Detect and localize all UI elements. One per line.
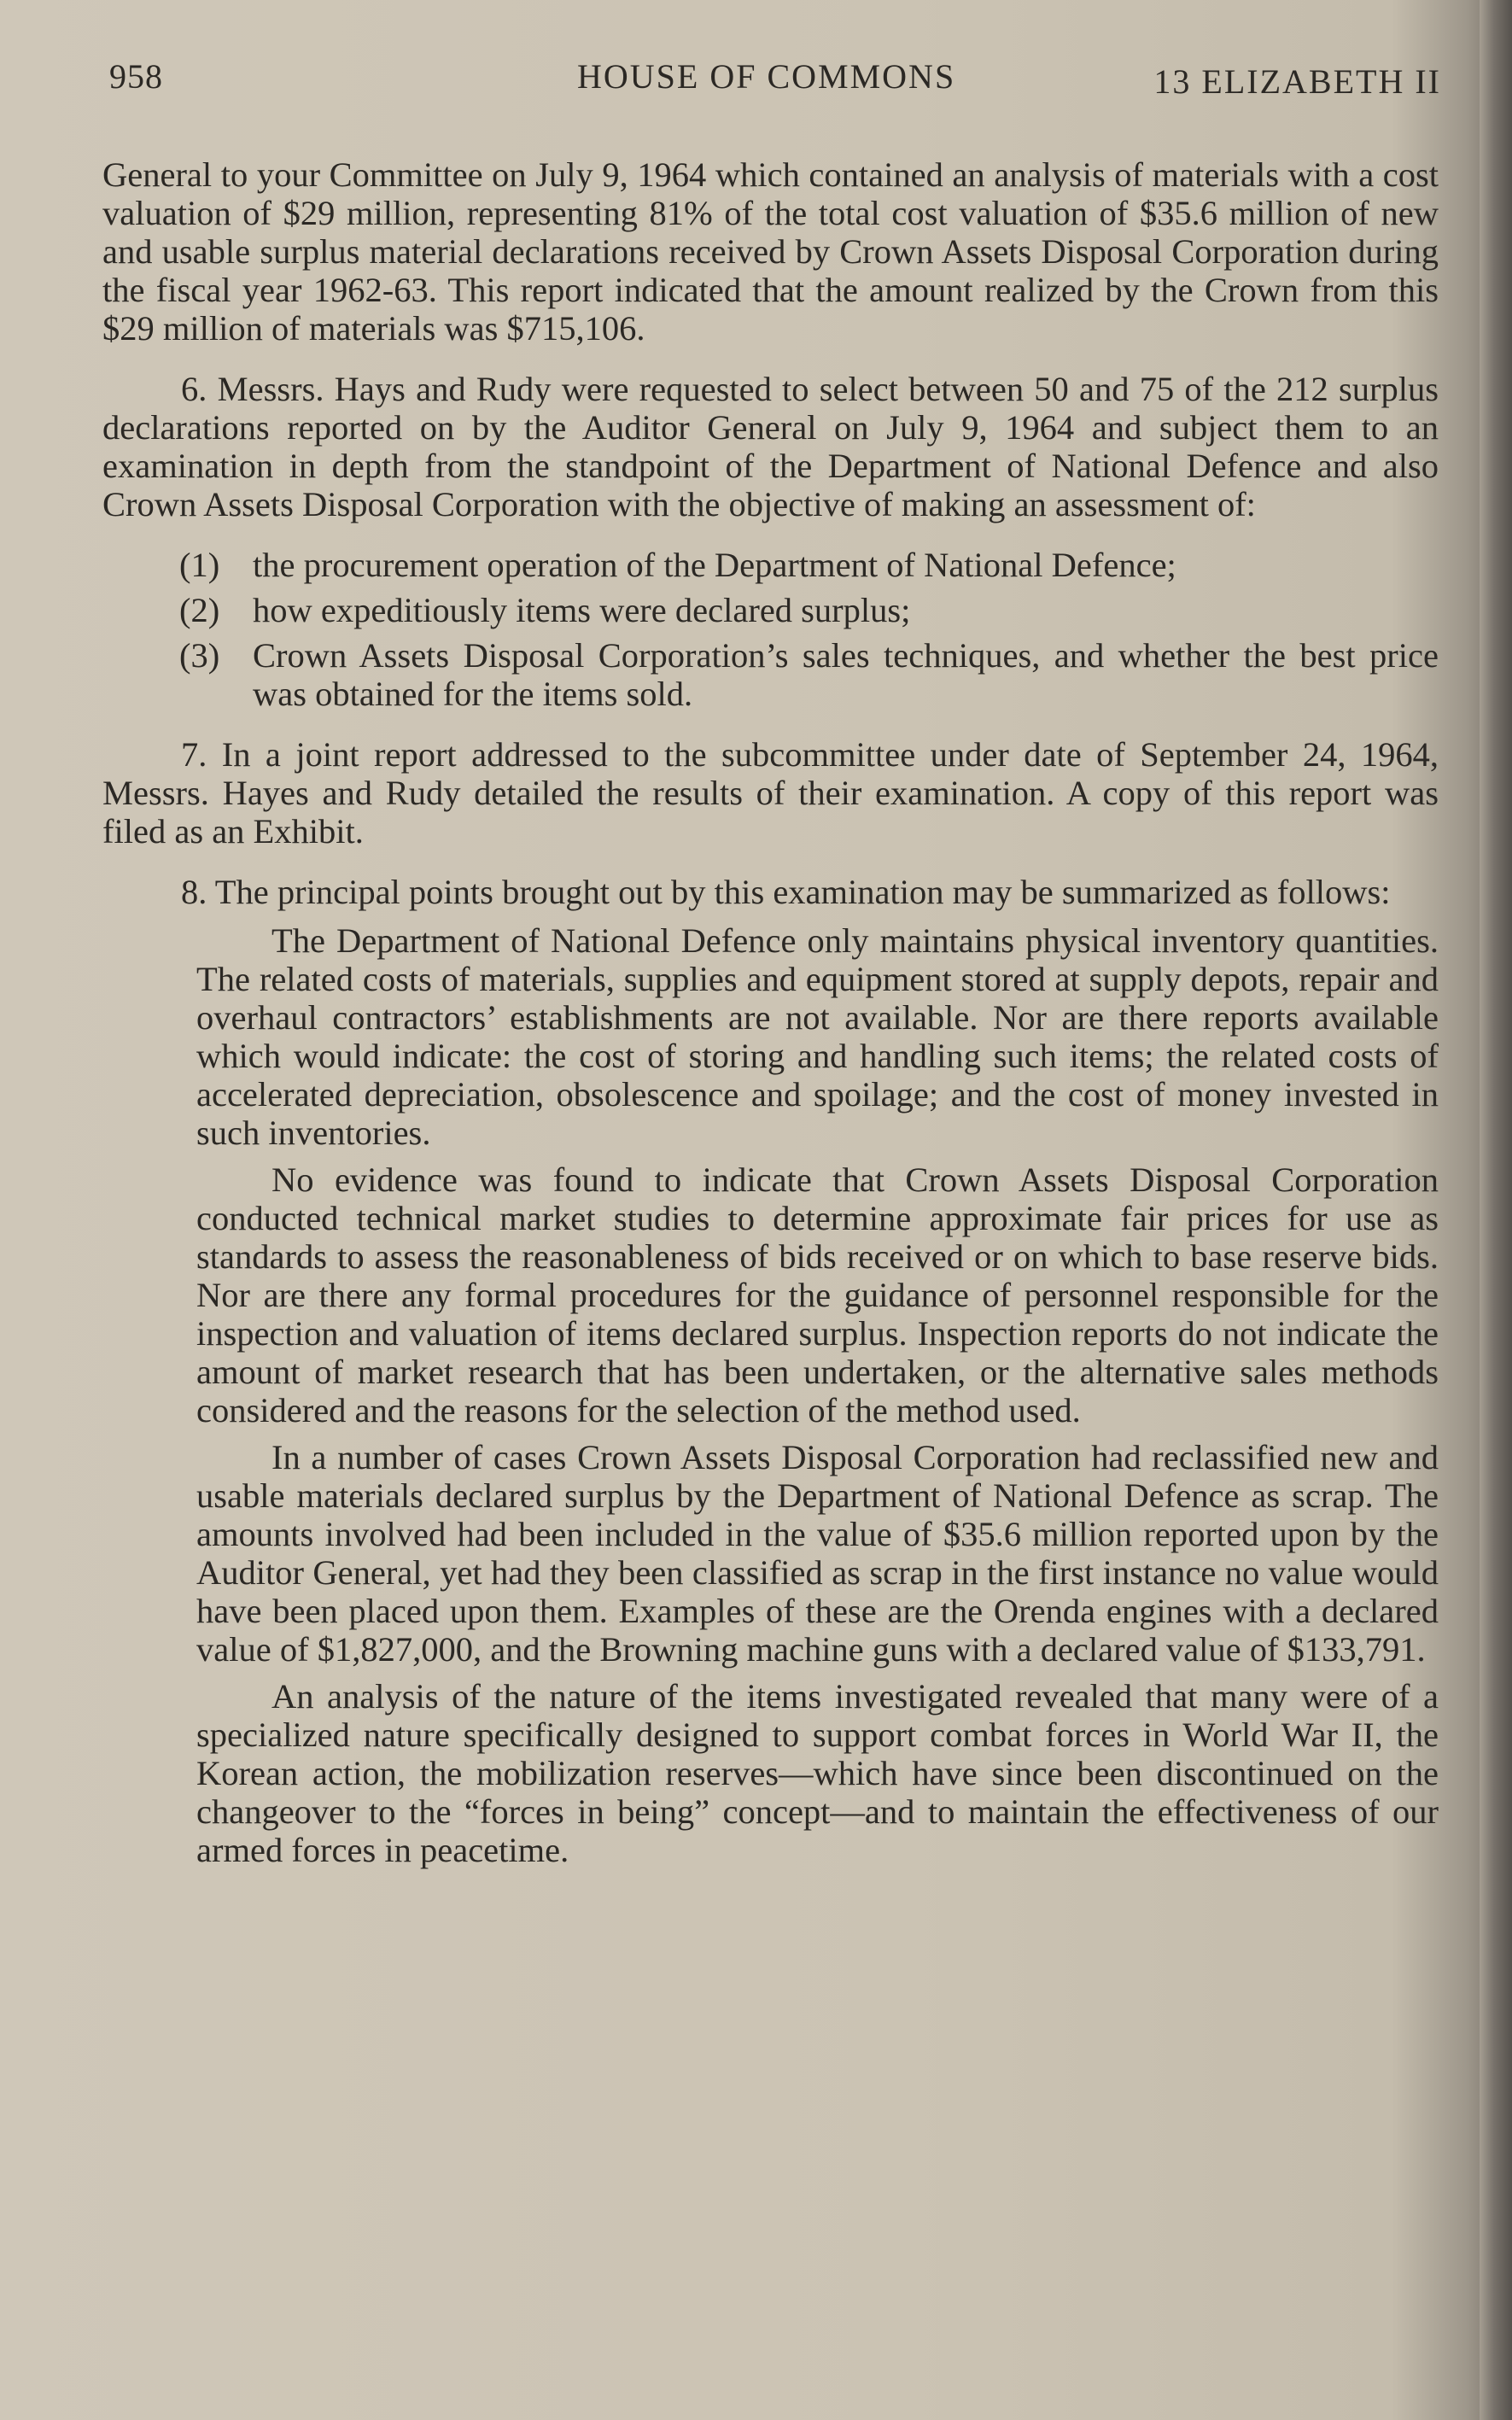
list-item-text: the procurement operation of the Department of National Defence; <box>253 546 1176 584</box>
assessment-list <box>102 546 1439 713</box>
list-item-text: Crown Assets Disposal Corporation’s sales techniques, and whether the best price was obtained for the items sold. <box>253 636 1439 713</box>
running-head <box>109 56 1441 108</box>
list-item-text: how expeditiously items were declared surplus; <box>253 591 911 629</box>
finding-paragraph: No evidence was found to indicate that Crown Assets Disposal Corporation conducted technical market studies to determine approximate fair prices for use as standards to assess the reasonableness of bids received or on which to base reserve bids. Nor are there any formal procedures for the guidance of personnel responsible for the inspection and valuation of items declared surplus. Inspection reports do not indicate the amount of market research that has been undertaken, or the alternative sales methods considered and the reasons for the selection of the method used. <box>196 1160 1439 1429</box>
list-item-number: (2) <box>179 591 220 629</box>
running-date: 13 ELIZABETH II <box>1153 62 1441 101</box>
list-item <box>102 636 1439 713</box>
list-item <box>102 546 1439 584</box>
list-item-number: (1) <box>179 546 220 584</box>
running-title: HOUSE OF COMMONS <box>577 57 956 96</box>
finding-paragraph: An analysis of the nature of the items investigated revealed that many were of a specialized nature specifically designed to support combat forces in World War II, the Korean action, the mobilization reserves—which have since been discontinued on the changeover to the “forces in being” concept—and to maintain the effectiveness of our armed forces in peacetime. <box>196 1677 1439 1869</box>
paragraph-8: 8. The principal points brought out by this examination may be summarized as follows: <box>181 873 1391 911</box>
paragraph-7: 7. In a joint report addressed to the subcommittee under date of September 24, 1964, Messrs. Hayes and Rudy detailed the results of their examination. A copy of this report was filed as an Exhibit. <box>102 735 1439 851</box>
paragraph-6: 6. Messrs. Hays and Rudy were requested to select between 50 and 75 of the 212 surplus declarations reported on by the Auditor General on July 9, 1964 and subject them to an examination in depth from the standpoint of the Department of National Defence and also Crown Assets Disposal Corporation with the objective of making an assessment of: <box>102 370 1439 523</box>
finding-paragraph: The Department of National Defence only maintains physical inventory quantities. The related costs of materials, supplies and equipment stored at supply depots, repair and overhaul contractors’ establishments are not available. Nor are there reports available which would indicate: the cost of storing and handling such items; the related costs of accelerated depreciation, obsolescence and spoilage; and the cost of money invested in such inventories. <box>196 921 1439 1152</box>
body-text <box>102 155 1439 1878</box>
list-item-number: (3) <box>179 636 220 675</box>
binding-shadow <box>1480 0 1512 2420</box>
list-item <box>102 591 1439 629</box>
page-number: 958 <box>109 57 163 96</box>
paragraph-continued: General to your Committee on July 9, 1964 which contained an analysis of materials with a cost valuation of $29 million, representing 81% of the total cost valuation of $35.6 million of new and usable surplus material declarations received by Crown Assets Disposal Corporation during the fiscal year 1962-63. This report indicated that the amount realized by the Crown from this $29 million of materials was $715,106. <box>102 155 1439 348</box>
findings-block <box>196 921 1439 1869</box>
finding-paragraph: In a number of cases Crown Assets Disposal Corporation had reclassified new and usable materials declared surplus by the Department of National Defence as scrap. The amounts involved had been included in the value of $35.6 million reported upon by the Auditor General, yet had they been classified as scrap in the first instance no value would have been placed upon them. Examples of these are the Orenda engines with a declared value of $1,827,000, and the Browning machine guns with a declared value of $133,791. <box>196 1438 1439 1669</box>
